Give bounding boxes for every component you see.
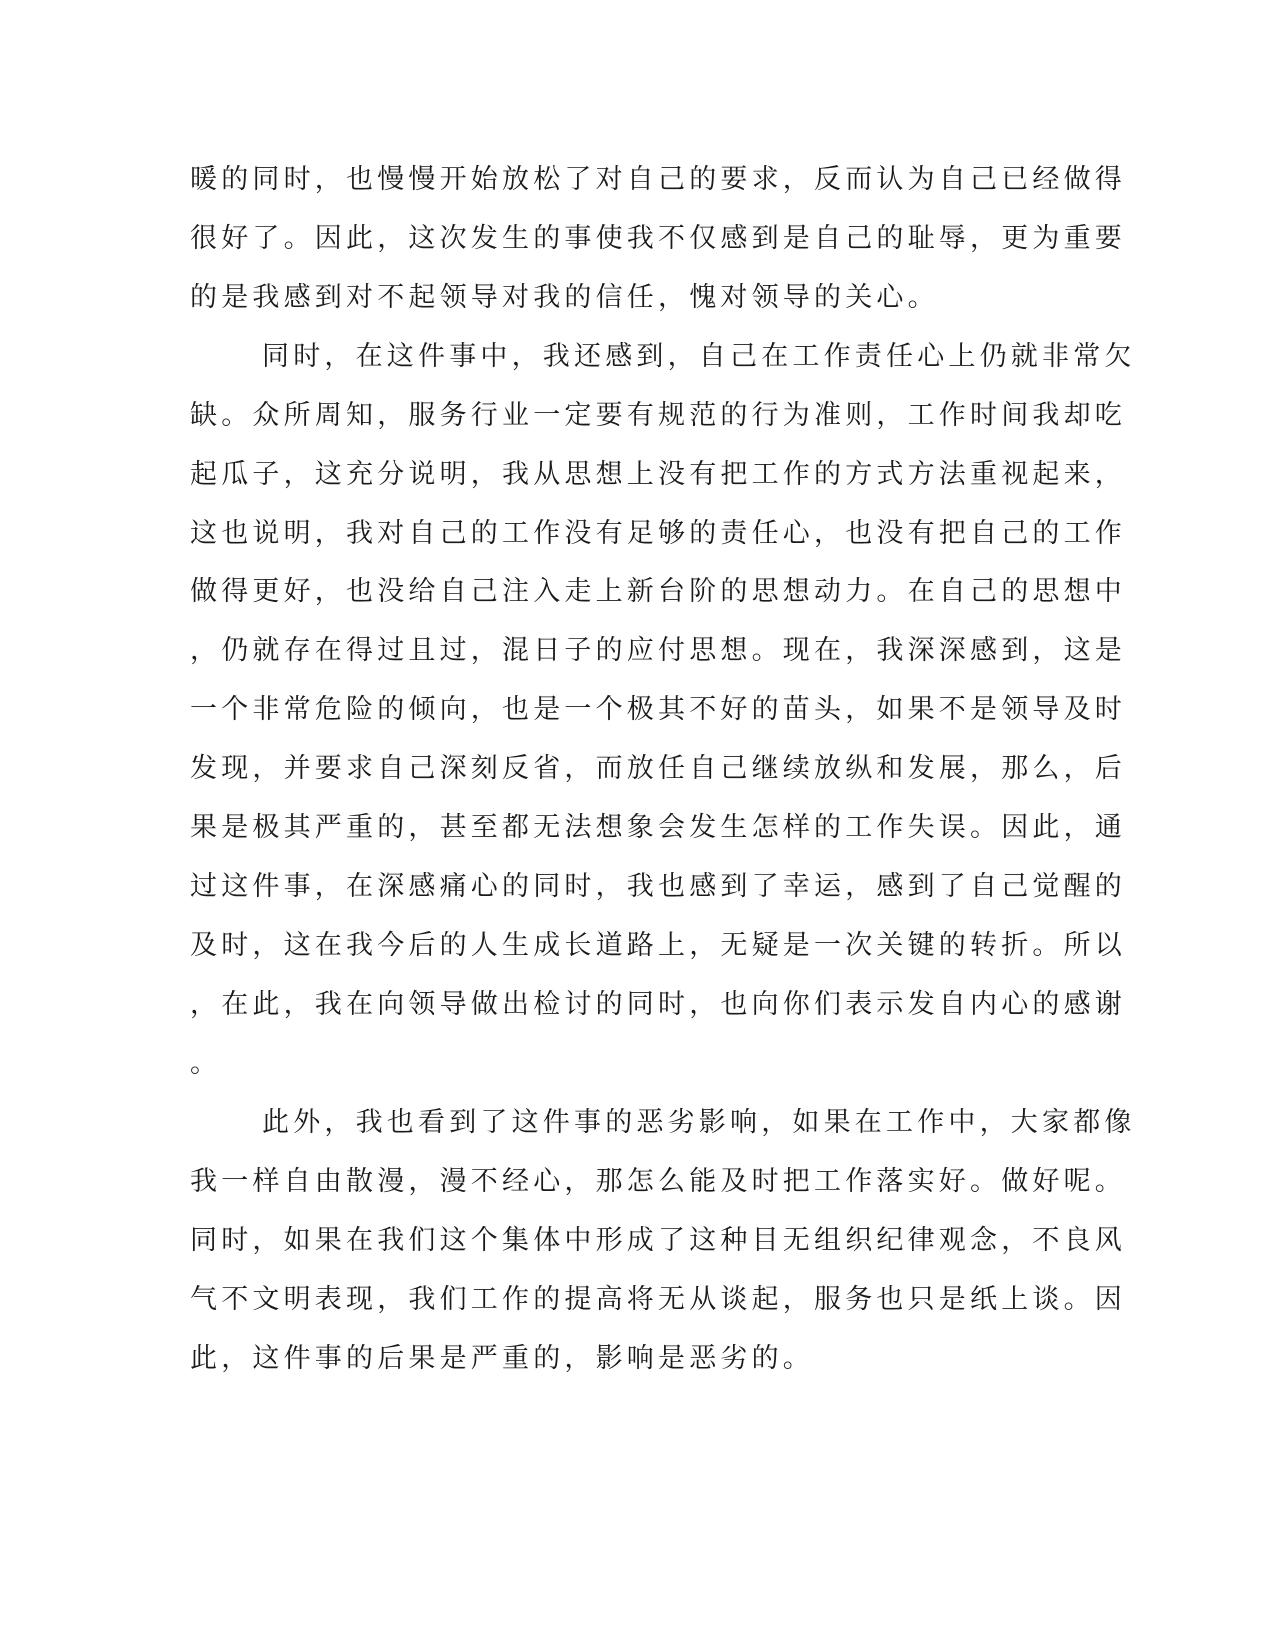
text-line: 我一样自由散漫，漫不经心，那怎么能及时把工作落实好。做好呢。 bbox=[190, 1166, 1126, 1197]
text-line: 一个非常危险的倾向，也是一个极其不好的苗头，如果不是领导及时 bbox=[190, 694, 1126, 725]
text-line: 起瓜子，这充分说明，我从思想上没有把工作的方式方法重视起来， bbox=[190, 459, 1126, 490]
text-line: 暖的同时，也慢慢开始放松了对自己的要求，反而认为自己已经做得 bbox=[190, 164, 1126, 195]
text-line: 此外，我也看到了这件事的恶劣影响，如果在工作中，大家都像 bbox=[262, 1107, 1136, 1138]
text-line: 这也说明，我对自己的工作没有足够的责任心，也没有把自己的工作 bbox=[190, 518, 1126, 549]
text-line: 果是极其严重的，甚至都无法想象会发生怎样的工作失误。因此，通 bbox=[190, 812, 1126, 843]
text-line: 缺。众所周知，服务行业一定要有规范的行为准则，工作时间我却吃 bbox=[190, 400, 1126, 431]
text-line: 很好了。因此，这次发生的事使我不仅感到是自己的耻辱，更为重要 bbox=[190, 223, 1126, 254]
text-line: 过这件事，在深感痛心的同时，我也感到了幸运，感到了自己觉醒的 bbox=[190, 871, 1126, 902]
text-line: ，仍就存在得过且过，混日子的应付思想。现在，我深深感到，这是 bbox=[190, 635, 1126, 666]
text-line: 。 bbox=[190, 1048, 222, 1079]
text-line: 做得更好，也没给自己注入走上新台阶的思想动力。在自己的思想中 bbox=[190, 576, 1126, 607]
text-line: 发现，并要求自己深刻反省，而放任自己继续放纵和发展，那么，后 bbox=[190, 753, 1126, 784]
text-line: 此，这件事的后果是严重的，影响是恶劣的。 bbox=[190, 1343, 814, 1374]
text-line: 同时，如果在我们这个集体中形成了这种目无组织纪律观念，不良风 bbox=[190, 1225, 1126, 1256]
text-line: 及时，这在我今后的人生成长道路上，无疑是一次关键的转折。所以 bbox=[190, 930, 1126, 961]
text-line: 的是我感到对不起领导对我的信任，愧对领导的关心。 bbox=[190, 282, 939, 313]
text-line: 同时，在这件事中，我还感到，自己在工作责任心上仍就非常欠 bbox=[262, 341, 1136, 372]
text-line: 气不文明表现，我们工作的提高将无从谈起，服务也只是纸上谈。因 bbox=[190, 1284, 1126, 1315]
text-line: ，在此，我在向领导做出检讨的同时，也向你们表示发自内心的感谢 bbox=[190, 989, 1126, 1020]
